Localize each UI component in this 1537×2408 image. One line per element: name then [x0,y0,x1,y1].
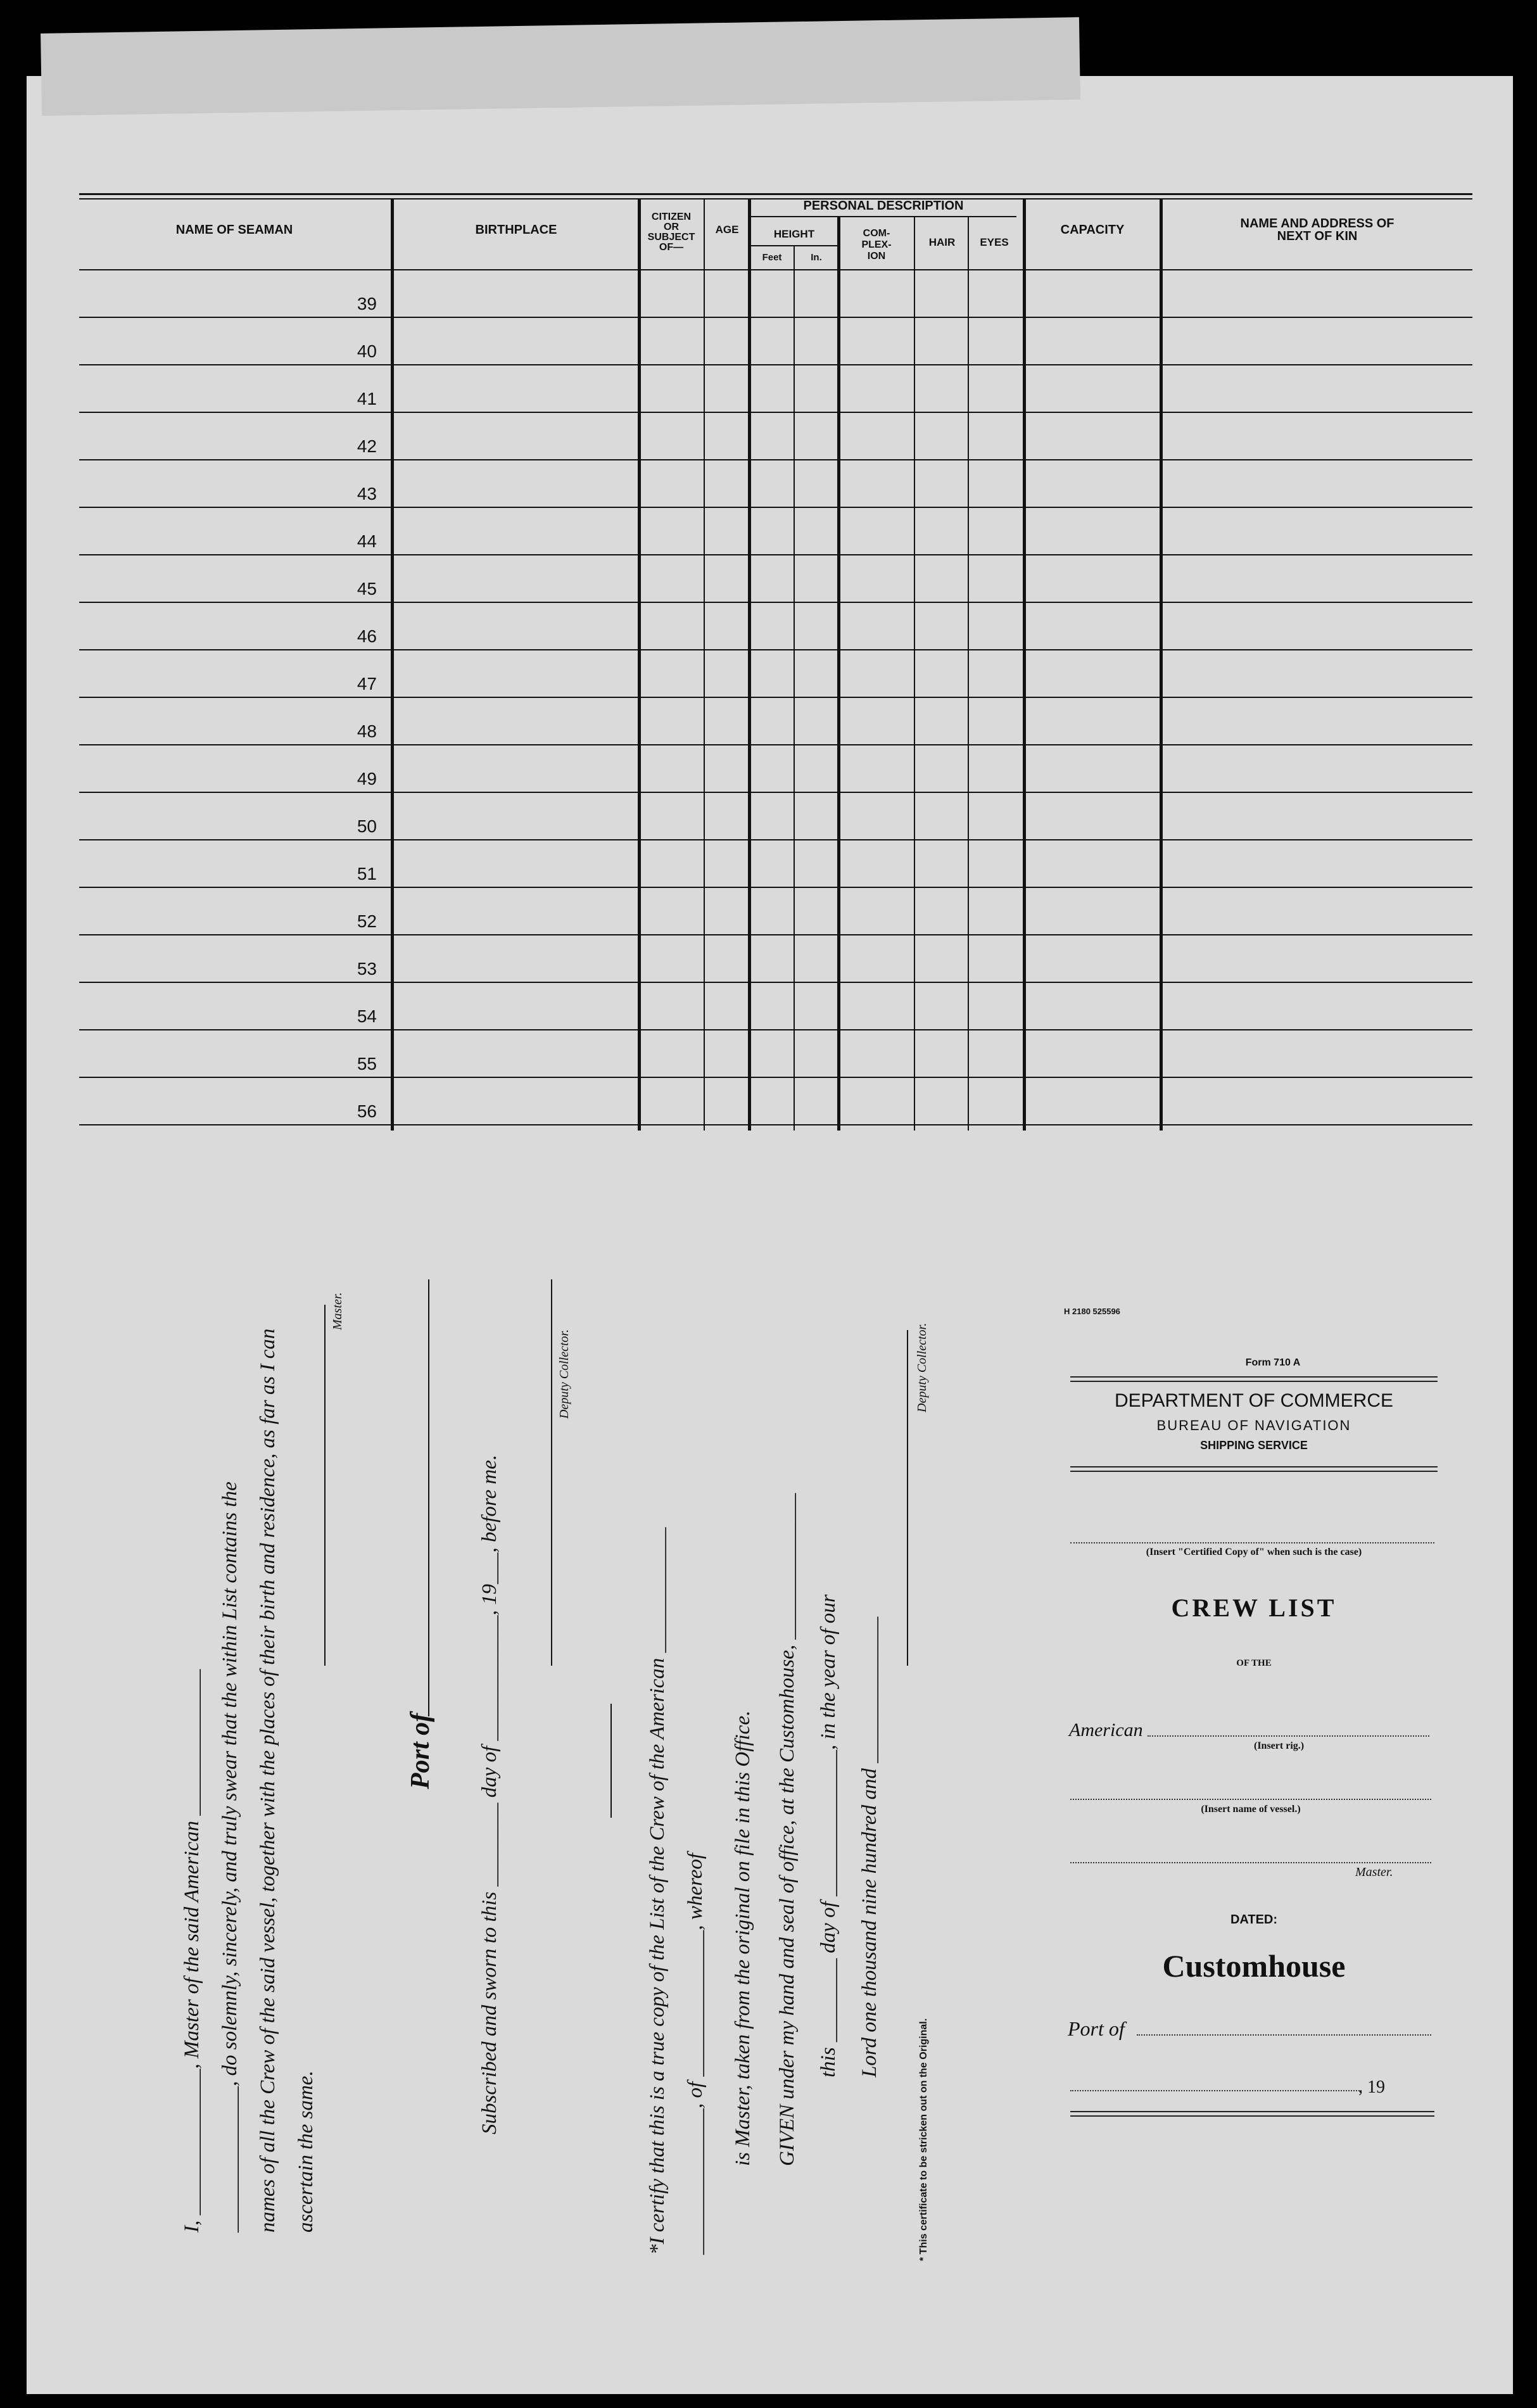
table-row-rule [79,649,1472,650]
dated-label: DATED: [1230,1913,1278,1927]
date-line [1070,2090,1362,2091]
certified-copy-line [1070,1542,1434,1543]
col-divider-eyes [968,216,969,1131]
header-next-of-kin-line2: NEXT OF KIN [1277,229,1358,243]
row-number: 53 [357,959,377,979]
row-number: 43 [357,484,377,504]
vessel-line [1070,1799,1431,1800]
header-complexion [839,228,914,262]
header-citizen-line3: SUBJECT [647,232,695,243]
header-age: AGE [715,224,739,236]
row-number: 54 [357,1006,377,1026]
table-row-rule [79,697,1472,698]
table-row-rule [79,317,1472,318]
header-bottom-rule [79,269,1472,270]
certify-deputy-label: Deputy Collector. [915,1322,929,1412]
row-number: 41 [357,389,377,409]
deputy-signature-line-1 [551,1279,552,1666]
row-number: 40 [357,341,377,361]
col-divider-inches [794,245,795,1131]
crew-table [79,193,1472,1131]
certify-line1: *I certify that this is a true copy of the List of the Crew of the American ____________ [646,1527,669,2255]
header-height: HEIGHT [773,228,815,240]
col-divider-capacity [1023,198,1026,1131]
header-citizen [640,212,703,253]
header-next-of-kin [1162,217,1472,243]
table-row-rule [79,364,1472,365]
insert-certified-note: (Insert "Certified Copy of" when such is the case) [1146,1547,1362,1557]
row-number: 39 [357,294,377,314]
header-capacity: CAPACITY [1060,223,1125,237]
row-number: 49 [357,769,377,789]
table-row-rule [79,839,1472,840]
header-name-of-seaman: NAME OF SEAMAN [175,223,293,237]
rig-line [1148,1735,1429,1737]
of-the: OF THE [1236,1658,1272,1668]
oath-master-label: Master. [331,1292,345,1330]
certify-line5: this ________ day of ______________, in the year of our [817,1594,840,2077]
table-row-rule [79,744,1472,745]
col-divider-citizen [638,198,641,1131]
deputy-signature-line-2 [907,1330,908,1666]
master-line [1070,1862,1431,1863]
table-row-rule [79,934,1472,935]
certify-line6: Lord one thousand nine hundred and ______________ [858,1616,881,2077]
certify-line2: ______________, of ______________, whereof [684,1853,707,2255]
oath-line3: names of all the Crew of the said vessel, together with the places of their birth and residence, as far as I can [256,1328,279,2233]
row-number: 42 [357,436,377,456]
separator-rule [610,1704,612,1818]
table-row-rule [79,507,1472,508]
cover-rule-top [1070,1376,1438,1378]
row-number: 47 [357,674,377,694]
table-row-rule [79,1124,1472,1125]
cover-rule-mid-2 [1070,1471,1438,1472]
oath-line4: ascertain the same. [294,2070,317,2233]
paper-tab [41,17,1080,116]
table-row-rule [79,412,1472,413]
col-divider-birthplace [391,198,394,1131]
subscribed-line: Subscribed and sworn to this ________ day of ____________, 19___, before me. [478,1454,501,2134]
shipping-service: SHIPPING SERVICE [1200,1439,1308,1452]
col-divider-hair [914,216,915,1131]
row-number: 50 [357,816,377,836]
table-row-rule [79,459,1472,460]
table-row-rule [79,982,1472,983]
cover-master-label: Master. [1355,1865,1393,1879]
table-row-rule [79,554,1472,555]
header-personal-description: PERSONAL DESCRIPTION [803,199,964,213]
american-label: American [1069,1720,1143,1740]
header-citizen-line4: OF— [659,242,684,253]
insert-rig-note: (Insert rig.) [1254,1740,1305,1751]
row-number: 44 [357,531,377,551]
row-number: 46 [357,626,377,646]
department: DEPARTMENT OF COMMERCE [1114,1390,1394,1411]
header-hair: HAIR [928,236,956,248]
subscribed-port-line [428,1279,429,1716]
cover-rule-mid [1070,1466,1438,1467]
oath-line2: ______________, do solemnly, sincerely, and truly swear that the within List contains the [218,1481,241,2233]
customhouse-label: Customhouse [1162,1948,1346,1984]
row-number: 55 [357,1054,377,1074]
col-divider-personal [748,198,751,1131]
table-row-rule [79,1077,1472,1078]
row-number: 45 [357,579,377,599]
header-feet: Feet [762,252,782,263]
header-complexion-line1: COM- [863,228,890,239]
form-number: Form 710 A [1245,1357,1301,1368]
row-number: 51 [357,864,377,884]
port-of-label: Port of [1068,2017,1125,2040]
insert-vessel-note: (Insert name of vessel.) [1201,1804,1301,1815]
table-row-rule [79,1029,1472,1030]
row-number: 48 [357,721,377,741]
header-inches: In. [811,252,822,263]
header-complexion-line2: PLEX- [861,239,892,250]
port-line [1137,2034,1431,2036]
master-signature-line [324,1305,326,1666]
print-code: H 2180 525596 [1064,1307,1120,1316]
cover-rule-bottom [1070,2111,1434,2112]
year-label: , 19 [1358,2077,1385,2097]
crew-list-title: CREW LIST [1171,1594,1337,1622]
certify-footnote: * This certificate to be stricken out on the Original. [918,2018,929,2261]
subscribed-port-of: Port of [406,1713,435,1789]
col-divider-complexion [837,216,840,1131]
subscribed-deputy-label: Deputy Collector. [557,1329,571,1419]
col-divider-age [704,198,705,1131]
header-complexion-line3: ION [867,251,886,262]
certify-line3: is Master, taken from the original on file in this Office. [731,1710,754,2166]
bureau: BUREAU OF NAVIGATION [1156,1417,1351,1433]
table-row-rule [79,602,1472,603]
header-citizen-line1: CITIZEN [651,212,692,222]
personal-description-rule [750,216,1016,217]
header-birthplace: BIRTHPLACE [475,223,557,237]
col-divider-next-of-kin [1160,198,1163,1131]
table-top-rule [79,193,1472,195]
header-citizen-line2: OR [664,222,679,232]
cover-rule-top-2 [1070,1381,1438,1382]
oath-line1: I, ______________, Master of the said American ______________ [180,1669,203,2233]
certify-line4: GIVEN under my hand and seal of office, at the Customhouse, ______________ [776,1493,799,2166]
header-eyes: EYES [980,236,1009,248]
table-row-rule [79,887,1472,888]
cover-rule-bottom-2 [1070,2115,1434,2117]
row-number: 56 [357,1101,377,1121]
row-number: 52 [357,911,377,931]
table-row-rule [79,792,1472,793]
header-next-of-kin-line1: NAME AND ADDRESS OF [1240,217,1395,231]
